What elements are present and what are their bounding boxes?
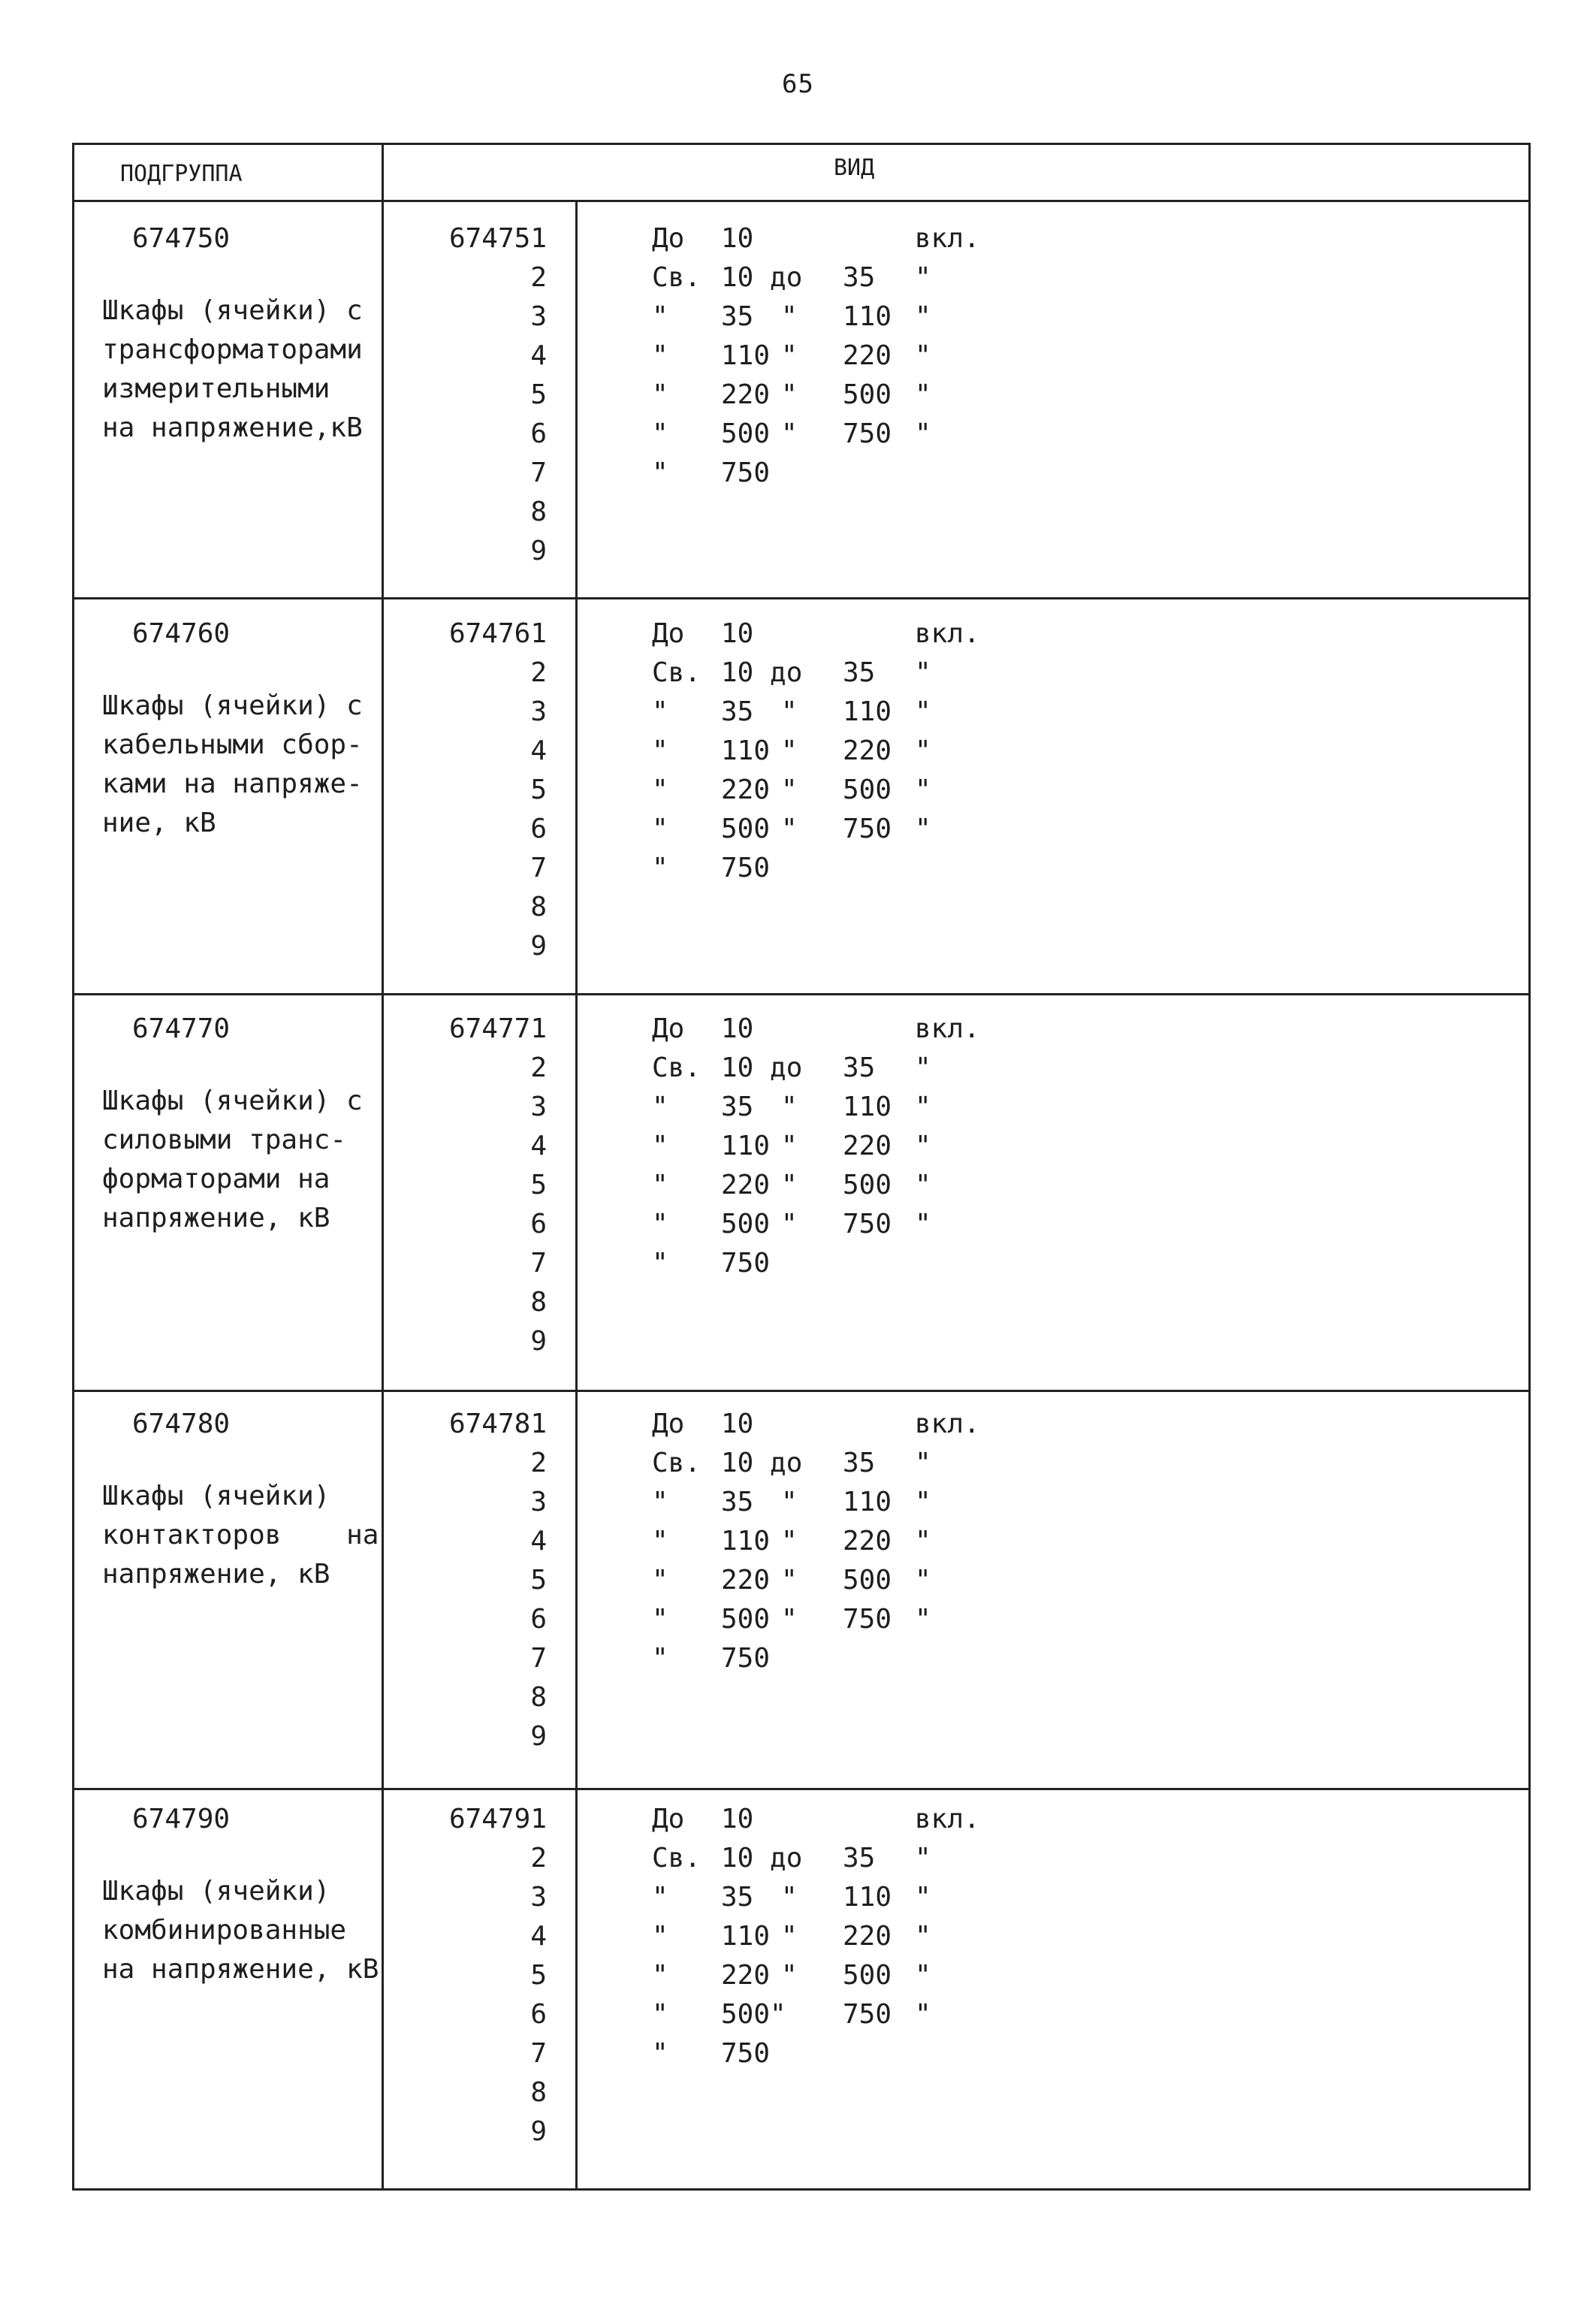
range-cell: " [652, 1604, 668, 1635]
range-cell: " [915, 1999, 931, 2030]
range-cell: 10 до [721, 1843, 803, 1874]
range-cell: 750 [721, 1248, 771, 1279]
type-number: 8 [530, 1682, 547, 1713]
range-cell: До [652, 1804, 685, 1834]
type-number: 6 [530, 1209, 547, 1240]
range-cell: 35 [721, 696, 754, 727]
column-divider-2 [575, 201, 578, 2191]
range-cell: " [781, 735, 798, 766]
range-cell: " [915, 1843, 931, 1874]
subgroup-code: 674790 [132, 1804, 231, 1834]
type-number: 2 [530, 657, 547, 688]
type-number: 6 [530, 814, 547, 844]
range-cell: " [652, 1209, 668, 1240]
range-cell: " [652, 1170, 668, 1200]
range-cell: " [781, 1604, 798, 1635]
subgroup-description: Шкафы (ячейки) комбинированные на напряжение, кВ [102, 1876, 379, 1985]
range-cell: 35 [843, 1448, 876, 1478]
range-cell: " [652, 379, 668, 410]
range-cell: 110 [843, 696, 892, 727]
range-cell: Св. [652, 262, 701, 293]
range-cell: " [915, 1448, 931, 1478]
subgroup-description: Шкафы (ячейки) с трансформаторами измерительными на напряжение,кВ [102, 295, 363, 443]
range-cell: 750 [843, 814, 892, 844]
subgroup-code: 674770 [132, 1013, 231, 1044]
type-number: 4 [530, 340, 547, 371]
range-cell: 500 [843, 1960, 892, 1991]
type-number: 5 [530, 1960, 547, 1991]
type-number: 3 [530, 1092, 547, 1122]
subgroup-description: Шкафы (ячейки) с силовыми транс- форматорами на напряжение, кВ [102, 1086, 363, 1234]
type-number: 9 [530, 536, 547, 566]
type-number: 6 [530, 1604, 547, 1635]
range-cell: 750 [843, 418, 892, 449]
range-cell: 500 [843, 775, 892, 805]
range-cell: " [781, 1921, 798, 1952]
type-number: 8 [530, 892, 547, 922]
subgroup-description: Шкафы (ячейки) контакторов на напряжение, кВ [102, 1481, 379, 1590]
type-number: 5 [530, 379, 547, 410]
range-cell: 220 [721, 1170, 771, 1200]
range-cell: " [652, 1487, 668, 1517]
range-cell: вкл. [915, 223, 980, 254]
range-cell: " [781, 1960, 798, 1991]
range-cell: " [781, 418, 798, 449]
range-cell: 500" [721, 1999, 786, 2030]
type-number: 9 [530, 2116, 547, 2147]
range-cell: 110 [721, 1526, 771, 1557]
type-number: 4 [530, 1131, 547, 1161]
subgroup-description: Шкафы (ячейки) с кабельными сбор- ками на напряже- ние, кВ [102, 690, 363, 838]
range-cell: 110 [721, 340, 771, 371]
range-cell: До [652, 1409, 685, 1439]
range-cell: 220 [843, 340, 892, 371]
type-number: 7 [530, 853, 547, 883]
type-code: 674761 [448, 618, 547, 649]
range-cell: 110 [843, 301, 892, 332]
type-number: 8 [530, 497, 547, 527]
range-cell: " [915, 814, 931, 844]
page-number: 65 [782, 69, 814, 99]
range-cell: 10 [721, 618, 754, 649]
range-cell: 750 [721, 1643, 771, 1674]
range-cell: " [781, 696, 798, 727]
range-cell: Св. [652, 1448, 701, 1478]
type-number: 5 [530, 775, 547, 805]
range-cell: " [652, 1092, 668, 1122]
range-cell: " [652, 735, 668, 766]
range-cell: " [652, 1921, 668, 1952]
range-cell: " [915, 1209, 931, 1240]
type-number: 8 [530, 1287, 547, 1318]
range-cell: 10 [721, 1804, 754, 1834]
type-number: 2 [530, 262, 547, 293]
type-number: 9 [530, 1721, 547, 1752]
type-number: 3 [530, 1882, 547, 1913]
range-cell: 35 [721, 1882, 754, 1913]
subgroup-code: 674780 [132, 1409, 231, 1439]
range-cell: 220 [843, 1921, 892, 1952]
range-cell: 750 [843, 1209, 892, 1240]
type-number: 9 [530, 1326, 547, 1357]
range-cell: " [652, 814, 668, 844]
range-cell: " [781, 1882, 798, 1913]
range-cell: " [652, 1960, 668, 1991]
range-cell: " [652, 1643, 668, 1674]
range-cell: 500 [843, 1565, 892, 1596]
range-cell: Св. [652, 657, 701, 688]
type-number: 2 [530, 1052, 547, 1083]
range-cell: 220 [721, 1960, 771, 1991]
range-cell: " [652, 1565, 668, 1596]
range-cell: " [781, 1487, 798, 1517]
range-cell: " [652, 1248, 668, 1279]
type-number: 7 [530, 457, 547, 488]
range-cell: 500 [721, 1209, 771, 1240]
range-cell: " [915, 735, 931, 766]
range-cell: 10 [721, 1409, 754, 1439]
range-cell: 750 [721, 853, 771, 883]
type-number: 8 [530, 2077, 547, 2108]
range-cell: 35 [843, 1052, 876, 1083]
range-cell: 10 до [721, 1052, 803, 1083]
range-cell: " [915, 657, 931, 688]
range-cell: " [915, 1092, 931, 1122]
range-cell: 10 до [721, 1448, 803, 1478]
group-separator [72, 993, 1531, 995]
range-cell: " [652, 340, 668, 371]
range-cell: 500 [721, 1604, 771, 1635]
range-cell: 35 [843, 262, 876, 293]
range-cell: " [915, 340, 931, 371]
range-cell: " [915, 262, 931, 293]
range-cell: " [652, 1131, 668, 1161]
range-cell: Св. [652, 1843, 701, 1874]
range-cell: 750 [721, 2038, 771, 2069]
range-cell: " [915, 1526, 931, 1557]
range-cell: " [652, 1882, 668, 1913]
subgroup-code: 674760 [132, 618, 231, 649]
range-cell: 110 [721, 735, 771, 766]
range-cell: " [915, 775, 931, 805]
range-cell: " [781, 379, 798, 410]
range-cell: 750 [843, 1604, 892, 1635]
range-cell: 220 [721, 379, 771, 410]
range-cell: " [915, 418, 931, 449]
type-number: 4 [530, 735, 547, 766]
group-separator [72, 597, 1531, 599]
range-cell: " [781, 1131, 798, 1161]
range-cell: " [652, 775, 668, 805]
range-cell: 10 до [721, 657, 803, 688]
range-cell: 500 [843, 379, 892, 410]
range-cell: " [781, 1565, 798, 1596]
type-number: 6 [530, 1999, 547, 2030]
range-cell: " [915, 1565, 931, 1596]
range-cell: " [915, 1052, 931, 1083]
range-cell: До [652, 1013, 685, 1044]
range-cell: 10 [721, 1013, 754, 1044]
range-cell: 500 [721, 418, 771, 449]
range-cell: 500 [721, 814, 771, 844]
range-cell: вкл. [915, 1013, 980, 1044]
type-number: 4 [530, 1921, 547, 1952]
range-cell: " [781, 814, 798, 844]
range-cell: " [652, 696, 668, 727]
type-code: 674751 [448, 223, 547, 254]
type-number: 4 [530, 1526, 547, 1557]
range-cell: вкл. [915, 1804, 980, 1834]
range-cell: " [915, 1604, 931, 1635]
range-cell: " [915, 1882, 931, 1913]
range-cell: " [915, 1487, 931, 1517]
range-cell: 750 [843, 1999, 892, 2030]
range-cell: 10 до [721, 262, 803, 293]
range-cell: " [781, 1170, 798, 1200]
group-separator [72, 1788, 1531, 1790]
header-separator [72, 200, 1531, 202]
type-number: 5 [530, 1170, 547, 1200]
range-cell: " [781, 775, 798, 805]
range-cell: " [652, 418, 668, 449]
range-cell: 110 [843, 1882, 892, 1913]
range-cell: 220 [843, 1131, 892, 1161]
range-cell: вкл. [915, 618, 980, 649]
type-code: 674771 [448, 1013, 547, 1044]
range-cell: 110 [843, 1487, 892, 1517]
range-cell: До [652, 223, 685, 254]
range-cell: 750 [721, 457, 771, 488]
range-cell: 220 [843, 735, 892, 766]
type-number: 2 [530, 1843, 547, 1874]
range-cell: " [781, 1526, 798, 1557]
range-cell: " [915, 1960, 931, 1991]
range-cell: Св. [652, 1052, 701, 1083]
range-cell: 220 [721, 1565, 771, 1596]
type-number: 7 [530, 2038, 547, 2069]
range-cell: 35 [721, 301, 754, 332]
range-cell: " [781, 340, 798, 371]
range-cell: 10 [721, 223, 754, 254]
range-cell: 35 [843, 1843, 876, 1874]
range-cell: " [915, 1921, 931, 1952]
range-cell: " [781, 301, 798, 332]
range-cell: " [915, 379, 931, 410]
range-cell: " [915, 696, 931, 727]
range-cell: " [652, 1999, 668, 2030]
group-separator [72, 1390, 1531, 1392]
range-cell: 220 [721, 775, 771, 805]
subgroup-code: 674750 [132, 223, 231, 254]
type-number: 3 [530, 301, 547, 332]
type-code: 674781 [448, 1409, 547, 1439]
range-cell: " [915, 301, 931, 332]
range-cell: " [652, 2038, 668, 2069]
range-cell: вкл. [915, 1409, 980, 1439]
range-cell: 110 [843, 1092, 892, 1122]
header-subgroup: ПОДГРУППА [120, 161, 243, 187]
range-cell: 35 [843, 657, 876, 688]
type-number: 5 [530, 1565, 547, 1596]
type-number: 6 [530, 418, 547, 449]
type-number: 2 [530, 1448, 547, 1478]
range-cell: 35 [721, 1487, 754, 1517]
range-cell: " [781, 1092, 798, 1122]
type-number: 7 [530, 1643, 547, 1674]
range-cell: " [915, 1131, 931, 1161]
range-cell: " [652, 853, 668, 883]
range-cell: " [652, 457, 668, 488]
type-number: 7 [530, 1248, 547, 1279]
header-type: ВИД [834, 155, 875, 181]
range-cell: " [915, 1170, 931, 1200]
range-cell: 110 [721, 1131, 771, 1161]
range-cell: " [781, 1209, 798, 1240]
type-code: 674791 [448, 1804, 547, 1834]
type-number: 3 [530, 1487, 547, 1517]
range-cell: 110 [721, 1921, 771, 1952]
type-number: 3 [530, 696, 547, 727]
range-cell: " [652, 1526, 668, 1557]
type-number: 9 [530, 931, 547, 962]
range-cell: " [652, 301, 668, 332]
range-cell: 500 [843, 1170, 892, 1200]
range-cell: 35 [721, 1092, 754, 1122]
range-cell: До [652, 618, 685, 649]
range-cell: 220 [843, 1526, 892, 1557]
column-divider-1 [382, 143, 384, 2191]
